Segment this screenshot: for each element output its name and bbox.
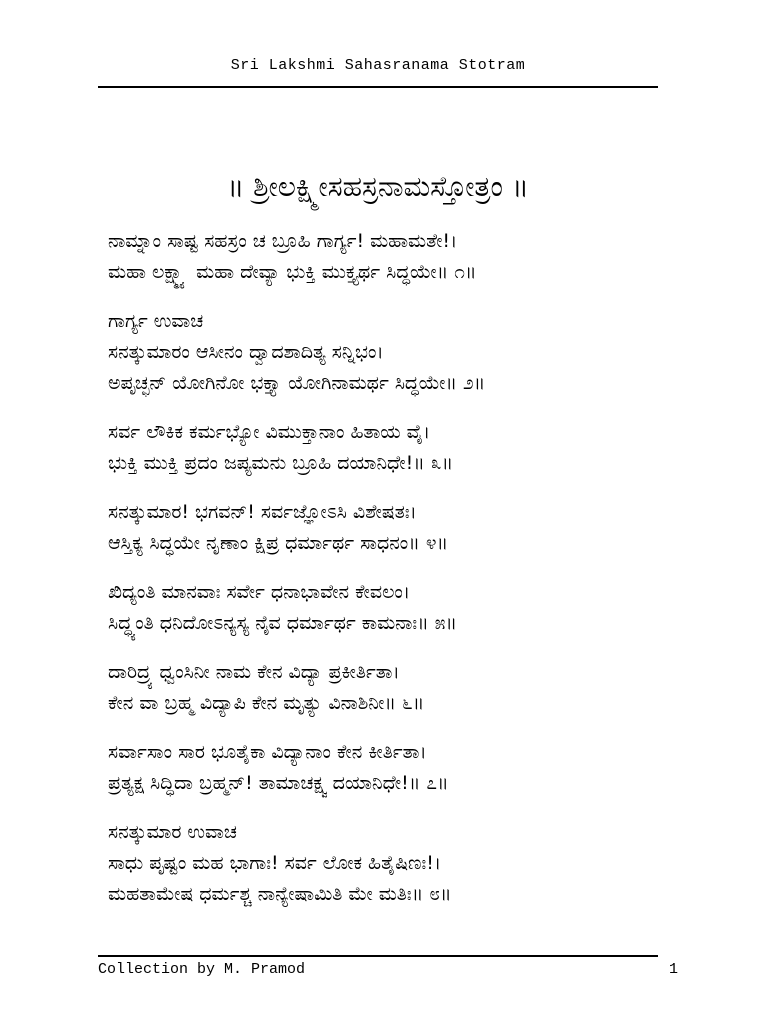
stanza-7 — [108, 737, 668, 799]
speaker-line: ಸನತ್ಕುಮಾರ ಉವಾಚ — [108, 821, 237, 843]
page-footer — [98, 960, 678, 980]
stanza-8 — [108, 817, 668, 910]
page-header — [98, 56, 658, 86]
stanza-2 — [108, 306, 668, 399]
stanza-4 — [108, 497, 668, 559]
verse-line: ಸಾಧು ಪೃಷ್ಟಂ ಮಹ ಭಾಗಾಃ! ಸರ್ವ ಲೋಕ ಹಿತೈಷಿಣಃ!। — [108, 852, 442, 874]
verse-line: ಸನತ್ಕುಮಾರಂ ಆಸೀನಂ ದ್ವಾದಶಾದಿತ್ಯ ಸನ್ನಿಭಂ। — [108, 341, 384, 363]
verse-line: ಸರ್ವಾಸಾಂ ಸಾರ ಭೂತೈಕಾ ವಿದ್ಯಾನಾಂ ಕೇನ ಕೀರ್ತಿತಾ। — [108, 741, 427, 763]
header-rule — [98, 86, 658, 88]
verse-line: ದಾರಿದ್ರ್ಯ ಧ್ವಂಸಿನೀ ನಾಮ ಕೇನ ವಿದ್ಯಾ ಪ್ರಕೀರ್ತಿತಾ। — [108, 661, 400, 683]
stanza-6 — [108, 657, 668, 719]
footer-credit: Collection by M. Pramod — [98, 961, 306, 978]
verse-line: ಮಹತಾಮೇಷ ಧರ್ಮಶ್ಚ ನಾನ್ಯೇಷಾಮಿತಿ ಮೇ ಮತಿಃ॥ ೮॥ — [108, 883, 452, 905]
speaker-line: ಗಾರ್ಗ್ಯ ಉವಾಚ — [108, 310, 204, 332]
page-number: 1 — [668, 961, 678, 978]
verse-block — [108, 226, 668, 928]
verse-line: ಸರ್ವ ಲೌಕಿಕ ಕರ್ಮಭ್ಯೋ ವಿಮುಕ್ತಾನಾಂ ಹಿತಾಯ ವೈ। — [108, 421, 431, 443]
verse-line: ಆಸ್ತಿಕ್ಯ ಸಿದ್ಧಯೇ ನೃಣಾಂ ಕ್ಷಿಪ್ರ ಧರ್ಮಾರ್ಥ ಸಾಧನಂ॥ ೪॥ — [108, 532, 449, 554]
verse-line: ಅಪೃಚ್ಛನ್ ಯೋಗಿನೋ ಭಕ್ತ್ಯಾ ಯೋಗಿನಾಮರ್ಥ ಸಿದ್ಧಯೇ॥ ೨॥ — [108, 372, 486, 394]
verse-line: ಮಹಾ ಲಕ್ಷ್ಮ್ಯಾ ಮಹಾ ದೇವ್ಯಾ ಭುಕ್ತಿ ಮುಕ್ತ್ಯರ್ಥ ಸಿದ್ಧಯೇ॥ ೧॥ — [108, 261, 477, 283]
stanza-3 — [108, 417, 668, 479]
stanza-5 — [108, 577, 668, 639]
verse-line: ಭುಕ್ತಿ ಮುಕ್ತಿ ಪ್ರದಂ ಜಪ್ಯಮನು ಬ್ರೂಹಿ ದಯಾನಿಧೇ!॥ ೩॥ — [108, 452, 454, 474]
verse-line: ನಾಮ್ನಾಂ ಸಾಷ್ಟ ಸಹಸ್ರಂ ಚ ಬ್ರೂಹಿ ಗಾರ್ಗ್ಯ! ಮಹಾಮತೇ!। — [108, 230, 458, 252]
verse-line: ಸನತ್ಕುಮಾರ! ಭಗವನ್! ಸರ್ವಜ್ಞೋಽಸಿ ವಿಶೇಷತಃ। — [108, 501, 417, 523]
verse-line: ಸಿದ್ಧ್ಯಂತಿ ಧನಿದೋಽನ್ಯಸ್ಯ ನೈವ ಧರ್ಮಾರ್ಥ ಕಾಮನಾಃ॥ ೫॥ — [108, 612, 457, 634]
stanza-1 — [108, 226, 668, 288]
footer-rule — [98, 955, 658, 957]
verse-line: ಖಿದ್ಯಂತಿ ಮಾನವಾಃ ಸರ್ವೇ ಧನಾಭಾವೇನ ಕೇವಲಂ। — [108, 581, 411, 603]
verse-line: ಕೇನ ವಾ ಬ್ರಹ್ಮ ವಿದ್ಯಾಪಿ ಕೇನ ಮೃತ್ಯು ವಿನಾಶಿನೀ॥ ೬॥ — [108, 692, 425, 714]
stotram-title: ॥ ಶ್ರೀಲಕ್ಷ್ಮೀಸಹಸ್ರನಾಮಸ್ತೋತ್ರಂ ॥ — [227, 170, 529, 203]
running-header-title: Sri Lakshmi Sahasranama Stotram — [230, 57, 526, 74]
verse-line: ಪ್ರತ್ಯಕ್ಷ ಸಿದ್ಧಿದಾ ಬ್ರಹ್ಮನ್! ತಾಮಾಚಕ್ಷ್ವ ದಯಾನಿಧೇ!॥ ೭॥ — [108, 772, 449, 794]
